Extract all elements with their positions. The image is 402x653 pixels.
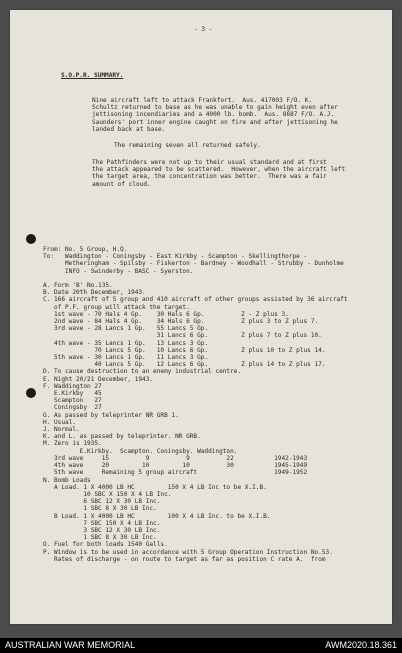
footer-institution: AUSTRALIAN WAR MEMORIAL	[5, 640, 136, 650]
archive-footer	[0, 638, 402, 653]
punch-hole-top	[26, 234, 36, 244]
footer-reference: AWM2020.18.361	[325, 640, 397, 650]
page-heading: S.O.P.R. SUMMARY.	[61, 72, 124, 79]
punch-hole-bottom	[26, 388, 36, 398]
operation-orders: From: No. 5 Group, H.Q. To: Waddington - Coningsby - East Kirkby - Scampton - Skellingthorpe - Metheringham - Spilsby - Fiskerton - Bardney - Woodhall - Strubby - Dunholme INFO - Swinderby - BASC - Syerston. A. Form 'B' No.135. B. Date 20th December, 1943. C. 166 aircraft of 5 group and 410 aircraft of other groups assisted by 36 aircraft of P.F. group will attack the target. 1st wave - 70 Hals 4 Gp. 30 Hals 6 Gp. Z - Z plus 3. 2nd wave - 84 Hals 4 Gp. 34 Hals 6 Gp. Z plus 3 to Z plus 7. 3rd wave - 28 Lancs 1 Gp. 55 Lancs 5 Gp. 31 Lancs 6 Gp. Z plus 7 to Z plus 10. 4th wave - 35 Lancs 1 Gp. 13 Lancs 3 Gp. 70 Lancs 5 Gp. 10 Lancs 6 Gp. Z plus 10 to Z plus 14. 5th wave - 30 Lancs 1 Gp. 11 Lancs 3 Gp. 40 Lancs 5 Gp. 12 Lancs 6 Gp. Z plus 14 to Z plus 17. D. To cause destruction to an enemy industrial centre. E. Night 20/21 December, 1943. F. Waddington 27 E.Kirkby 45 Scampton 27 Coningsby 27 G. As passed by teleprinter NR GRB 1. H. Usual. J. Normal. K. and L. as passed by teleprinter. NR GRB. M. Zero is 1935. E.Kirkby. Scampton. Coningsby. Waddington. 3rd wave 15 9 9 22 1942-1943 4th wave 20 10 10 30 1945-1949 5th wave Remaining 5 group aircraft 1949-1952 N. Bomb Loads A Load. 1 X 4000 LB HC 150 X 4 LB Inc to be X.I.B. 10 SBC X 150 X 4 LB Inc. 6 SBC 12 X 30 LB Inc. 1 SBC 8 X 30 LB Inc. B Load. 1 X 4000 LB HC 100 X 4 LB Inc. to be X.I.B. 7 SBC 150 X 4 LB Inc. 3 SBC 12 X 30 LB Inc. 1 SBC 8 X 30 LB Inc. O. Fuel for both loads 1540 Galls. P. Window is to be used in accordance with 5 Group Operation Instruction No.53. Rates of discharge - on route to target as far as position C rate A. from	[43, 246, 348, 563]
page-number: - 3 -	[194, 26, 213, 33]
document-page	[10, 10, 392, 624]
summary-paragraph-3: The Pathfinders were not up to their usual standard and at first the attack appeared to be scattered. However, when the aircraft left the target area, the concentration was better. There was a fair amount of cloud.	[92, 159, 346, 188]
summary-paragraph-2: The remaining seven all returned safely.	[114, 142, 261, 149]
summary-paragraph-1: Nine aircraft left to attack Frankfort. Aus. 417003 F/O. K. Schultz returned to base as he was unable to gain height even after jettisoning incendiaries and a 4000 lb. bomb. Aus. 8687 F/O. A.J. Saunders' port inner engine caught on fire and after jettisoning he landed back at base.	[92, 97, 338, 133]
